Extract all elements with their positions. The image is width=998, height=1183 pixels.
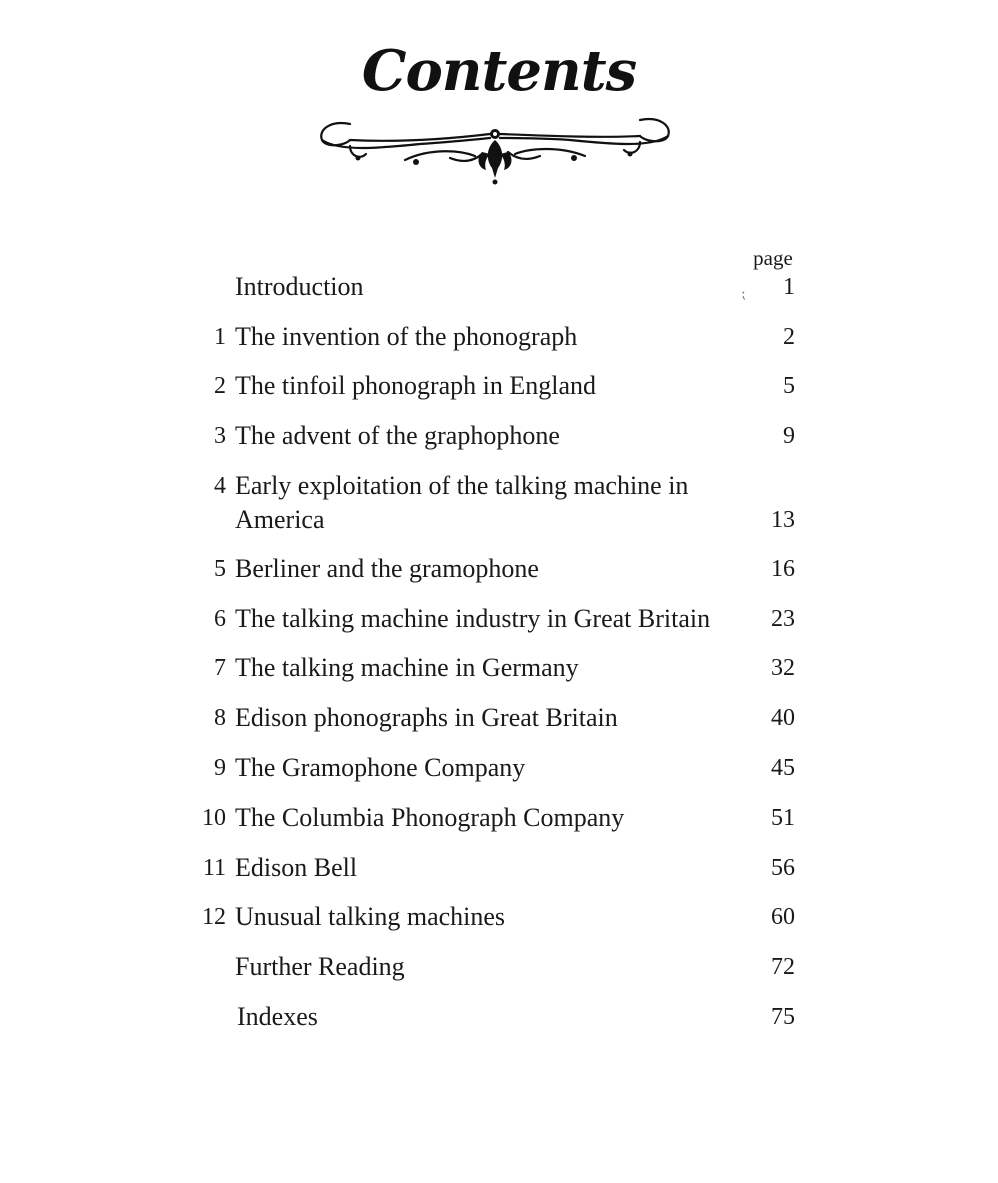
toc-entry-number: 2 xyxy=(214,373,226,399)
toc-entry-title: Edison phonographs in Great Britain xyxy=(235,703,618,732)
page-title: Contents xyxy=(361,38,637,104)
toc-entry-page: 1 xyxy=(783,274,795,300)
toc-entry-page: 75 xyxy=(771,1004,795,1030)
toc-entry-title: The Gramophone Company xyxy=(235,753,526,782)
toc-entry-title: Unusual talking machines xyxy=(235,902,506,931)
toc-entry-page: 2 xyxy=(783,324,795,350)
toc-entry-title: The advent of the graphophone xyxy=(235,421,560,450)
toc-entry-title: The talking machine industry in Great Britain xyxy=(235,604,711,633)
toc-entry-page: 40 xyxy=(771,705,795,731)
toc-entry-number: 11 xyxy=(202,855,226,881)
toc-entry-number: 3 xyxy=(214,423,226,449)
toc-entry-title: Further Reading xyxy=(235,952,405,981)
toc-entry-title: Edison Bell xyxy=(235,853,358,882)
toc-entry-number: 6 xyxy=(214,606,226,632)
toc-entry-number: 5 xyxy=(214,556,226,582)
toc-entry-page: 60 xyxy=(771,904,795,930)
toc-entry-page: 23 xyxy=(771,606,795,632)
toc-entry-title: Berliner and the gramophone xyxy=(235,554,539,583)
toc-entry-title-line-2: America xyxy=(235,505,325,534)
toc-entry-title: The Columbia Phonograph Company xyxy=(235,803,625,832)
toc-entry-page: 13 xyxy=(771,507,795,533)
toc-entry-page: 5 xyxy=(783,373,795,399)
toc-entry-title: Introduction xyxy=(235,272,364,301)
toc-entry-page: 45 xyxy=(771,755,795,781)
toc-entry-number: 7 xyxy=(214,655,226,681)
decorative-flourish-icon xyxy=(310,112,680,192)
scan-speck-icon: ⁏ xyxy=(741,287,746,302)
toc-entry-title: The talking machine in Germany xyxy=(235,653,579,682)
toc-entry-title: Indexes xyxy=(237,1002,318,1031)
toc-entry-page: 56 xyxy=(771,855,795,881)
toc-entry-page: 32 xyxy=(771,655,795,681)
toc-entry-number: 1 xyxy=(214,324,226,350)
toc-entry-title: The tinfoil phonograph in England xyxy=(235,371,597,400)
toc-entry-number: 9 xyxy=(214,755,226,781)
toc-entry-title: The invention of the phonograph xyxy=(235,322,578,351)
toc-entry-page: 9 xyxy=(783,423,795,449)
toc-entry-number: 8 xyxy=(214,705,226,731)
toc-entry-number: 12 xyxy=(202,904,226,930)
toc-entry-page: 16 xyxy=(771,556,795,582)
toc-entry-page: 72 xyxy=(771,954,795,980)
page-column-label: page xyxy=(753,246,793,270)
toc-entry-title-line-1: Early exploitation of the talking machine in xyxy=(235,471,689,500)
toc-entry-page: 51 xyxy=(771,805,795,831)
toc-entry-number: 4 xyxy=(214,473,226,499)
toc-entry-number: 10 xyxy=(202,805,226,831)
